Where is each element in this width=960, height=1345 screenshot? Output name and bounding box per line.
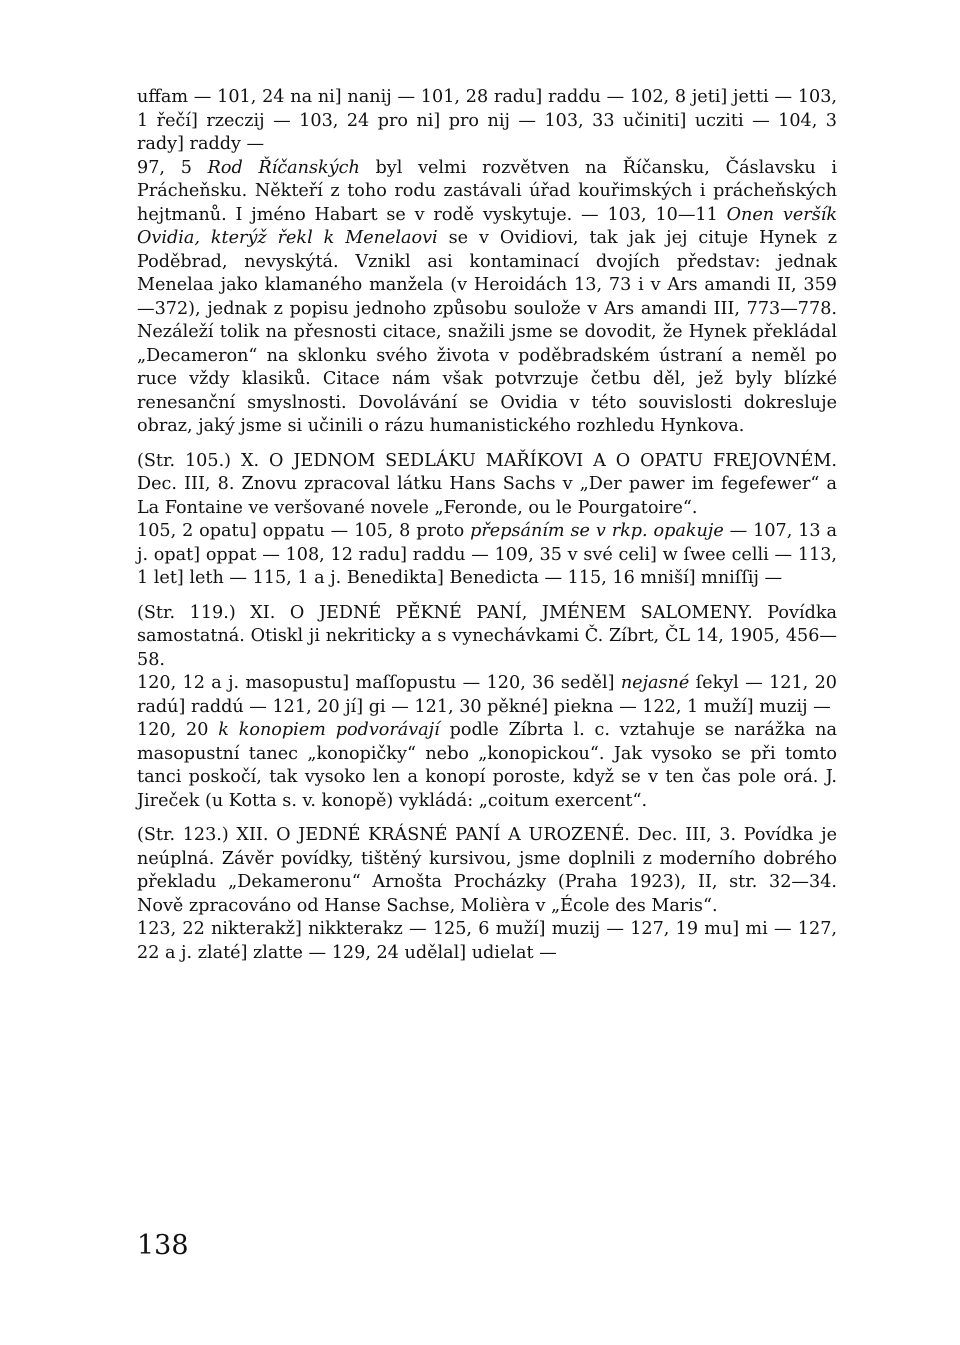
text-run: 123, 22 nikterakž] nikkterakz — 125, 6 muží] muzij — 127, 19 mu] mi — 127, 22 a j. zlaté] zlatte — 129, 24 udělal] udielat — — [137, 919, 837, 963]
text-run: se v Ovidiovi, tak jak jej cituje Hynek z Poděbrad, nevyskýtá. Vznikl asi kontaminací dvojích představ: jednak Menelaa jako klamaného manžela (v Heroidách 13, 73 i v Ars amandi II, 359—372), jednak z popisu jednoho způsobu soulože v Ars amandi III, 773—778. Nezáleží tolik na přesnosti citace, snažili jsme se dovodit, že Hynek překládal „Decameron“ na sklonku svého života v poděbradském ústraní a neměl po ruce vždy klasiků. Citace nám však potvrzuje četbu děl, jež byly blízké renesanční smyslnosti. Dovolávání se Ovidia v této souvislosti dokresluje obraz, jaký jsme si učinili o rázu humanistického rozhledu Hynkova. — [137, 228, 838, 436]
text-run: (Str. 119.) XI. O JEDNÉ PĚKNÉ PANÍ, JMÉNEM SALOMENY. Povídka samostatná. Otiskl ji nekriticky a s vynechávkami Č. Zíbrt, ČL 14, 1905, 456—58. — [137, 602, 837, 670]
italic-run: nejasné — [620, 673, 690, 693]
paragraph — [137, 86, 837, 157]
text-run: 105, 2 opatu] oppatu — 105, 8 proto — [137, 521, 471, 541]
italic-run: Onen veršík Ovidia, kterýž řekl k Menelaovi — [137, 204, 838, 248]
paragraph — [137, 520, 837, 591]
text-run: 97, 5 — [137, 157, 208, 178]
paragraph — [137, 719, 837, 813]
block-section-xii — [137, 824, 837, 965]
italic-run: přepsáním se v rkp. opakuje — [470, 521, 724, 541]
text-run: 120, 12 a j. masopustu] maſſopustu — 120, 36 seděl] — [137, 673, 621, 693]
text-run: uffam — 101, 24 na ni] nanij — 101, 28 radu] raddu — 102, 8 jeti] jetti — 103, 1 řečí] rzeczij — 103, 24 pro ni] pro nij — 103, 33 učiniti] ucziti — 104, 3 rady] raddy — — [137, 87, 837, 154]
text-run: (Str. 123.) XII. O JEDNÉ KRÁSNÉ PANÍ A UROZENÉ. Dec. III, 3. Povídka je neúplná. Závěr povídky, tištěný kursivou, jsme doplnili z moderního dobrého překladu „Dekameronu“ Arnošta Procházky (Praha 1923), II, str. 32—34. Nově zpracováno od Hanse Sachse, Molièra v „École des Maris“. — [137, 825, 837, 916]
paragraph — [137, 918, 837, 965]
text-run: byl velmi rozvětven na Říčansku, Čáslavsku i Prácheňsku. Někteří z toho rodu zastávali úřad kouřimských i prácheňských hejtmanů. I jméno Habart se v rodě vyskytuje. — 103, 10—11 — [137, 157, 838, 225]
page-body — [137, 86, 837, 965]
block-section-x — [137, 450, 837, 591]
text-run: — 107, 13 a j. opat] oppat — 108, 12 radu] raddu — 109, 35 v své celi] w ſwee celli — 113, 1 let] leth — 115, 1 a j. Benedikta] Benedicta — 115, 16 mniší] mniſſij — — [137, 521, 838, 588]
paragraph — [137, 450, 837, 521]
paragraph — [137, 157, 837, 439]
text-run: podle Zíbrta l. c. vztahuje se narážka na masopustní tanec „konopičky“ nebo „konopickou“. Jak vysoko se při tomto tanci poskočí, tak vysoko len a konopí poroste, když se v ten čas pole orá. J. Jireček (u Kotta s. v. konopě) vykládá: „coitum exercent“. — [137, 720, 837, 811]
italic-run: k konopiem podvorávají — [218, 720, 440, 740]
block-section-xi — [137, 602, 837, 814]
paragraph — [137, 672, 837, 719]
text-run: (Str. 105.) X. O JEDNOM SEDLÁKU MAŘÍKOVI A O OPATU FREJOVNÉM. Dec. III, 8. Znovu zpracoval látku Hans Sachs v „Der pawer im fegefewer“ a La Fontaine ve veršované novele „Feronde, ou le Pourgatoire“. — [137, 450, 837, 518]
italic-run: Rod Říčanských — [207, 157, 360, 178]
page-number: 138 — [137, 1230, 189, 1261]
text-run: ſekyl — 121, 20 radú] raddú — 121, 20 jí] gi — 121, 30 pěkné] piekna — 122, 1 muží] muzij — — [137, 673, 837, 717]
paragraph — [137, 824, 837, 918]
text-run: 120, 20 — [137, 720, 219, 740]
block-intro-notes — [137, 86, 837, 439]
paragraph — [137, 602, 837, 673]
